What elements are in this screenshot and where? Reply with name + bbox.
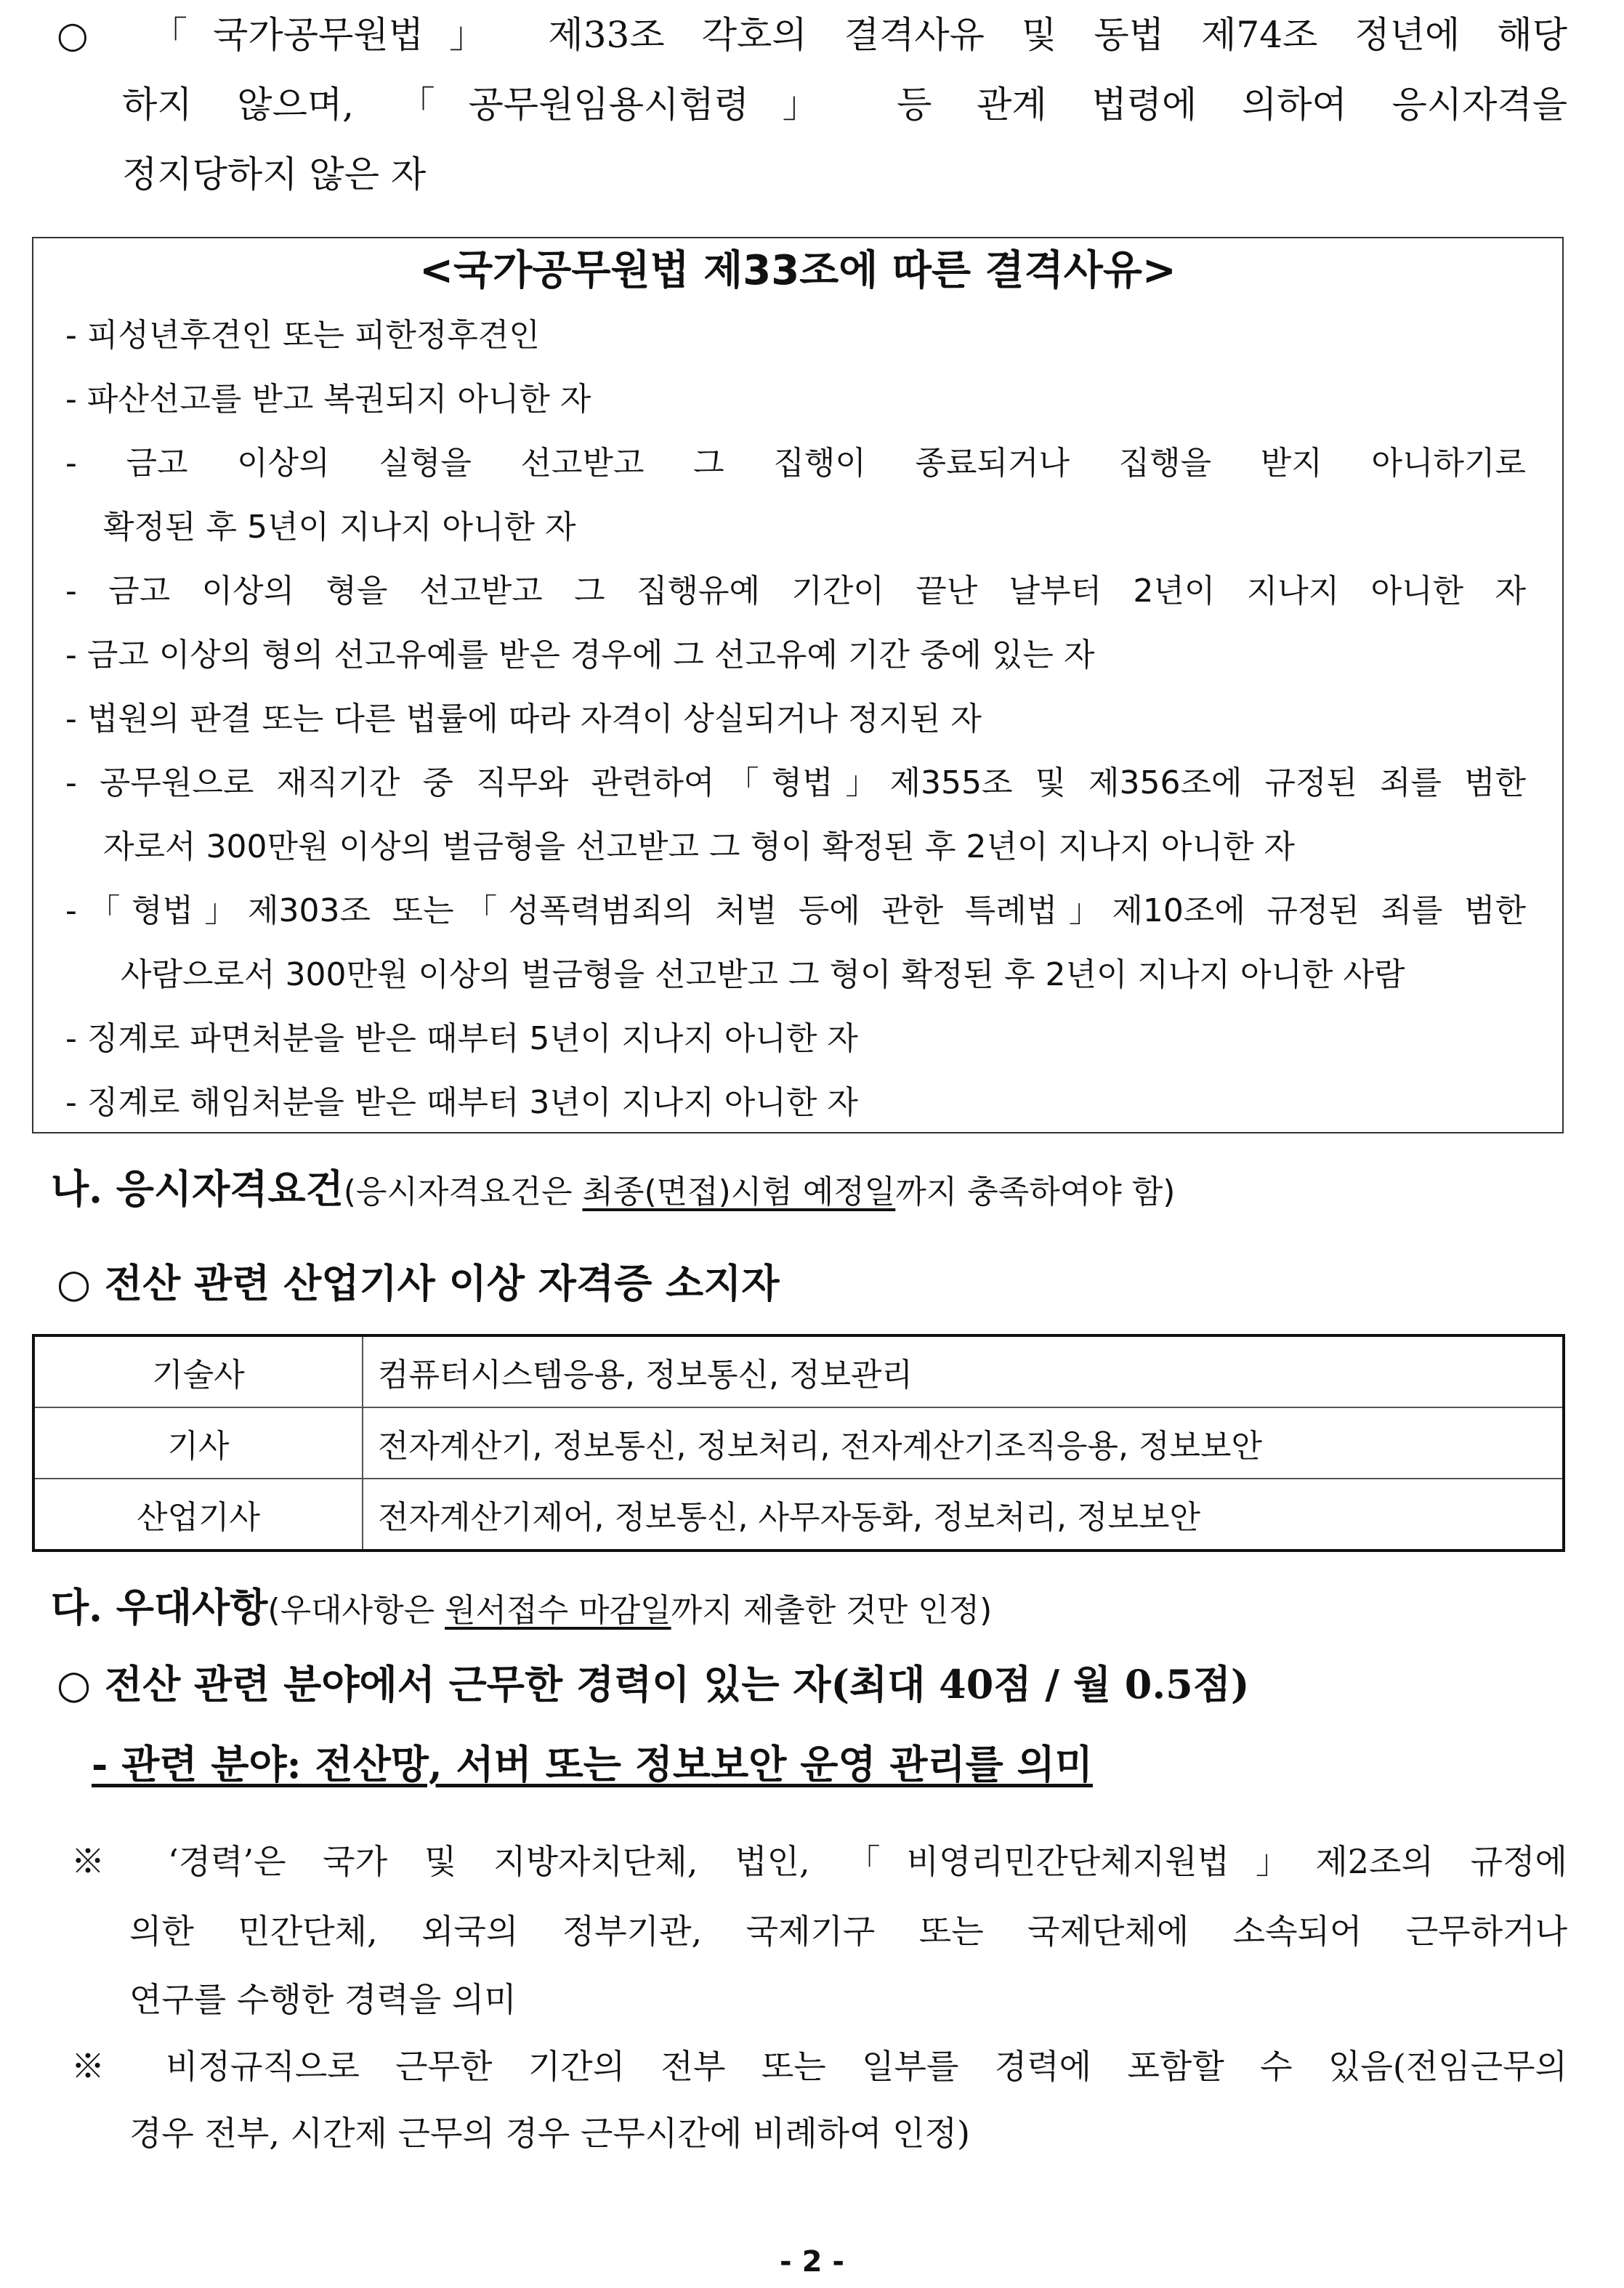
- note2-line-2: 경우 전부, 시간제 근무의 경우 근무시간에 비례하여 인정): [129, 2114, 970, 2153]
- section-da-note-prefix: (우대사항은: [267, 1592, 445, 1629]
- section-da-sub: [92, 1729, 1093, 1800]
- certificate-table: [32, 1334, 1565, 1552]
- box-item: -「형법」제303조 또는「성폭력범죄의 처벌 등에 관한 특례법」제10조에 규정된 죄를 범한: [65, 892, 1526, 929]
- cert-grade-cell: 기사: [33, 1407, 363, 1479]
- section-na-bullet: [57, 1248, 780, 1319]
- box-item-continuation: 자로서 300만원 이상의 벌금형을 선고받고 그 형이 확정된 후 2년이 지나지 아니한 자: [103, 828, 1295, 865]
- table-row: [33, 1407, 1564, 1479]
- section-da-sub-text: - 관련 분야: 전산망, 서버 또는 정보보안 운영 관리를 의미: [92, 1741, 1093, 1787]
- section-da-title: 다. 우대사항: [51, 1584, 268, 1630]
- cert-grade-cell: 산업기사: [33, 1479, 363, 1551]
- box-item: - 금고 이상의 실형을 선고받고 그 집행이 종료되거나 집행을 받지 아니하기로: [65, 445, 1526, 482]
- table-row: [33, 1335, 1564, 1407]
- box-item: - 공무원으로 재직기간 중 직무와 관련하여「형법」제355조 및 제356조에 규정된 죄를 범한: [65, 764, 1526, 801]
- cert-fields-cell: 전자계산기제어, 정보통신, 사무자동화, 정보처리, 정보보안: [363, 1479, 1564, 1551]
- page-number: - 2 -: [780, 2245, 844, 2279]
- box-item: - 피성년후견인 또는 피한정후견인: [65, 317, 540, 354]
- box-item: - 징계로 파면처분을 받은 때부터 5년이 지나지 아니한 자: [65, 1020, 858, 1057]
- section-na-note-suffix: 까지 충족하여야 함): [895, 1173, 1176, 1210]
- cert-fields-cell: 전자계산기, 정보통신, 정보처리, 전자계산기조직응용, 정보보안: [363, 1407, 1564, 1479]
- section-na-note-underlined: 최종(면접)시험 예정일: [582, 1173, 896, 1210]
- box-item: - 징계로 해임처분을 받은 때부터 3년이 지나지 아니한 자: [65, 1084, 858, 1121]
- disqualification-box: [32, 237, 1564, 1133]
- section-da-bullet-text: ○ 전산 관련 분야에서 근무한 경력이 있는 자(최대 40점 / 월 0.5점): [57, 1661, 1250, 1707]
- section-na-bullet-text: ○ 전산 관련 산업기사 이상 자격증 소지자: [57, 1260, 780, 1306]
- section-da-heading: [51, 1572, 992, 1646]
- box-title: <국가공무원법 제33조에 따른 결격사유>: [419, 247, 1176, 294]
- box-item: - 금고 이상의 형의 선고유예를 받은 경우에 그 선고유예 기간 중에 있는 자: [65, 636, 1095, 674]
- intro-line-1: ○ 「국가공무원법」 제33조 각호의 결격사유 및 동법 제74조 정년에 해당: [57, 14, 1567, 56]
- note2-line-1: ※ 비정규직으로 근무한 기간의 전부 또는 일부를 경력에 포함할 수 있음(전임근무의: [71, 2047, 1567, 2086]
- cert-fields-cell: 컴퓨터시스템응용, 정보통신, 정보관리: [363, 1335, 1564, 1407]
- cert-grade-cell: 기술사: [33, 1335, 363, 1407]
- section-na-heading: [51, 1154, 1175, 1227]
- intro-line-2: 하지 않으며, 「공무원임용시험령」 등 관계 법령에 의하여 응시자격을: [122, 84, 1567, 126]
- box-item-continuation: 사람으로서 300만원 이상의 벌금형을 선고받고 그 형이 확정된 후 2년이 지나지 아니한 사람: [121, 956, 1405, 993]
- note1-line-3: 연구를 수행한 경력을 의미: [129, 1980, 517, 2019]
- table-row: [33, 1479, 1564, 1551]
- section-da-note-underlined: 원서접수 마감일: [445, 1592, 671, 1629]
- box-item: - 파산선고를 받고 복권되지 아니한 자: [65, 381, 591, 418]
- box-item-continuation: 확정된 후 5년이 지나지 아니한 자: [103, 509, 576, 546]
- intro-line-3: 정지당하지 않은 자: [122, 153, 427, 195]
- section-da-note-suffix: 까지 제출한 것만 인정): [671, 1592, 993, 1629]
- section-na-title: 나. 응시자격요건: [51, 1165, 344, 1212]
- box-item: - 금고 이상의 형을 선고받고 그 집행유예 기간이 끝난 날부터 2년이 지나지 아니한 자: [65, 573, 1526, 610]
- box-item: - 법원의 판결 또는 다른 법률에 따라 자격이 상실되거나 정지된 자: [65, 700, 982, 737]
- note1-line-2: 의한 민간단체, 외국의 정부기관, 국제기구 또는 국제단체에 소속되어 근무하거나: [129, 1912, 1567, 1951]
- section-na-note-prefix: (응시자격요건은: [343, 1173, 583, 1210]
- note1-line-1: ※ ‘경력’은 국가 및 지방자치단체, 법인, 「비영리민간단체지원법」제2조의 규정에: [71, 1842, 1567, 1881]
- section-da-bullet: [57, 1649, 1249, 1720]
